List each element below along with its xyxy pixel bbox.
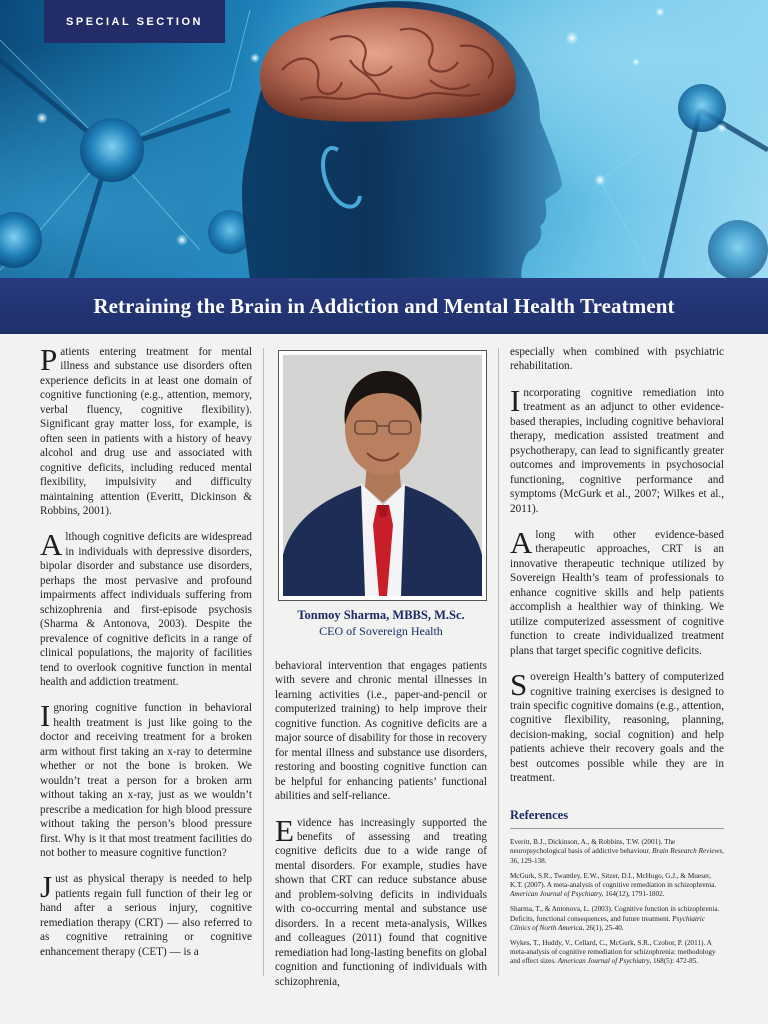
paragraph — [275, 812, 487, 989]
column-divider — [498, 348, 499, 976]
drop-cap: P — [40, 342, 58, 377]
title-bar — [0, 278, 768, 334]
drop-cap: E — [275, 812, 294, 848]
paragraph — [40, 869, 252, 959]
paragraph — [275, 659, 487, 804]
reference-item — [510, 872, 724, 900]
paragraph-text: overeign Health’s battery of computerized cognitive training exercises is designed to train specific cognitive domains (e.g., attention, cognitive flexibility, reasoning, planning, decision-making, social cognition) and help patients achieve their recovery goals and the best outcomes possible while they are in treatment. — [510, 671, 724, 785]
reference-text: Everitt, B.J., Dickinson, A., & Robbins, T.W. (2001). The neuropsychological basis of addictive behaviour. — [510, 838, 676, 856]
reference-journal: Psychiatric Clinics of North America, — [510, 914, 705, 932]
paragraph — [40, 698, 252, 860]
drop-cap: S — [510, 667, 528, 703]
reference-tail: 26(1), 25-40. — [584, 923, 624, 932]
drop-cap: I — [40, 698, 51, 734]
paragraph-text: behavioral intervention that engages patients with severe and chronic mental illnesses in learning activities (i.e., paper-and-pencil or computerized training) to help improve their cognitive function. As cognitive deficits are a major source of disability for those in recovery for mental illness and substance use disorders, restoring and boosting cognitive function can be helpful for enhancing patients’ functional abilities and self-reliance. — [275, 660, 487, 803]
reference-tail: 164(12), 1791-1802. — [603, 890, 665, 899]
paragraph — [510, 345, 724, 374]
reference-text: Sharma, T., & Antonova, L. (2003). Cognitive function in schizophrenia. Deficits, functional consequences, and future treatment. — [510, 905, 720, 923]
column-divider — [263, 348, 264, 976]
paragraph — [40, 342, 252, 518]
reference-text: Wykes, T., Huddy, V., Cellard, C., McGurk, S.R., Czobor, P. (2011). A meta-analysis of cognitive remediation for schizophrenia: methodology and effect sizes. — [510, 938, 716, 966]
reference-item — [510, 939, 724, 967]
reference-journal: Brain Research Reviews, — [652, 847, 724, 856]
section-tag: SPECIAL SECTION — [44, 0, 225, 43]
paragraph — [510, 382, 724, 516]
paragraph-text: atients entering treatment for mental illness and substance use disorders often experience deficits in at least one domain of cognitive functioning (e.g., attention, memory, verbal fluency, cognitive flexibility). Significant gray matter loss, for example, is often seen in patients with a history of heavy alcohol and drug use and associated with cognitive deficits, including reduced mental flexibility, impulsivity and difficulty maintaining attention (Everitt, Dickinson & Robbins, 2001). — [40, 346, 252, 517]
paragraph-text: lthough cognitive deficits are widespread in individuals with depressive disorders, bipolar disorder and substance use disorders, perhaps the most pervasive and profound impairments affect individuals suffering from schizophrenia and first-episode psychosis (Sharma & Antonova, 2003). Despite the prevalence of cognitive deficits in a range of clinical populations, the majority of facilities tend to overlook cognitive function in mental health and addiction treatment. — [40, 531, 252, 688]
references-heading: References — [510, 808, 724, 829]
reference-journal: American Journal of Psychiatry, — [557, 957, 652, 966]
reference-journal: American Journal of Psychiatry, — [510, 890, 604, 899]
hero-banner — [0, 0, 768, 282]
drop-cap: I — [510, 382, 521, 418]
column-1 — [40, 342, 252, 971]
reference-tail: 36, 129-138. — [510, 856, 547, 865]
reference-item — [510, 905, 724, 933]
paragraph-text: gnoring cognitive function in behavioral health treatment is just like going to the doctor and receiving treatment for a broken arm without first taking an x-ray to determine whether or not the bone is broken. We wouldn’t treat a person for a broken arm without taking an x-ray, just as we wouldn’t prescribe a medication for high blood pressure without taking the person’s blood pressure first. Why is it that most treatment facilities do not bother to measure cognitive function? — [40, 702, 252, 859]
reference-text: McGurk, S.R., Twamley, E.W., Sitzer, D.I., McHugo, G.J., & Mueser, K.T. (2007). A meta-analysis of cognitive remediation in schizophrenia. — [510, 871, 717, 889]
column-2-body — [275, 659, 487, 1001]
reference-tail: 168(5): 472-85. — [651, 957, 699, 966]
drop-cap: A — [510, 524, 533, 560]
paragraph — [510, 524, 724, 658]
paragraph-text: long with other evidence-based therapeutic approaches, CRT is an innovative therapeutic technique utilized by Sovereign Health’s team of professionals to enhance cognitive skills and help patients accomplish a healthier way of thinking. We utilize computerized assessment of cognitive function to create individualized treatment plans that target specific cognitive deficits. — [510, 528, 724, 657]
drop-cap: A — [40, 527, 63, 563]
reference-item — [510, 838, 724, 866]
column-2 — [275, 345, 487, 988]
paragraph-text: ust as physical therapy is needed to help patients regain full function of their leg or hand after a serious injury, cognitive remediation therapy (CRT) — also referred to as cognitive retraining or cognitive enhancement therapy (CET) — is a — [40, 873, 252, 958]
drop-cap: J — [40, 869, 53, 905]
paragraph-text: vidence has increasingly supported the benefits of assessing and treating cognitive deficits due to a wide range of mental disorders. For example, studies have shown that CRT can reduce substance abuse and problem-solving deficits in individuals with co-occurring mental and substance use disorders. In a recent meta-analysis, Wilkes and colleagues (2011) found that cognitive remediation had long-lasting benefits on global cognition and functioning of individuals with schizophrenia, — [275, 816, 487, 988]
paragraph-text: ncorporating cognitive remediation into treatment as an adjunct to other evidence-based therapies, including cognitive behavioral therapy, medication assisted treatment and psychotherapy, can lead to significantly greater outcomes and improvements in psychosocial functioning, cognitive performance and symptoms (McGurk et al., 2007; Wilkes et al., 2011). — [510, 386, 724, 515]
article-title: Retraining the Brain in Addiction and Mental Health Treatment — [93, 293, 675, 318]
portrait-caption-role: CEO of Sovereign Health — [319, 624, 443, 638]
paragraph-text: especially when combined with psychiatric rehabilitation. — [510, 346, 724, 373]
paragraph — [510, 667, 724, 786]
portrait-caption-name: Tonmoy Sharma, MBBS, M.Sc. — [297, 608, 465, 622]
column-3 — [510, 345, 724, 973]
paragraph — [40, 527, 252, 689]
